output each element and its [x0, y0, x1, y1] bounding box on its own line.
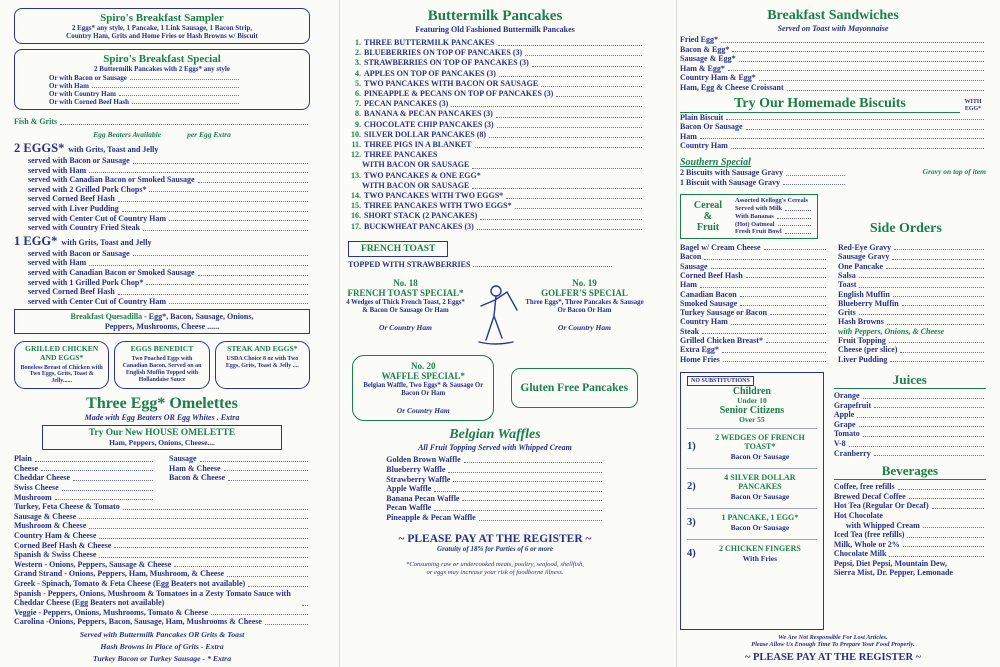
pancake-item: 9. CHOCOLATE CHIP PANCAKES (3): [346, 120, 644, 130]
french-toast-section: [344, 238, 646, 270]
side-order-item: Salsa: [838, 271, 986, 280]
side-orders-title: Side Orders: [869, 221, 942, 237]
two-eggs-item: served with Bacon or Sausage: [28, 156, 310, 166]
no18-desc: 4 Wedges of Thick French Toast, 2 Eggs* & Bacon Or Sausage Or Ham: [346, 299, 465, 315]
side-order-item: Smoked Sausage: [680, 299, 828, 308]
omelettes-subtitle: Made with Egg Beaters OR Egg Whites . Extra: [84, 413, 240, 423]
pancake-item: 10. SILVER DOLLAR PANCAKES (8): [346, 130, 644, 140]
kids-items: [687, 425, 817, 567]
biscuits-heading: [680, 96, 986, 113]
omelette-item: Western - Onions, Peppers, Sausage & Cheese: [14, 560, 310, 570]
omelette-item: Ham & Cheese: [169, 464, 310, 474]
middle-panel: [336, 8, 654, 663]
juices-title: Juices: [834, 372, 986, 389]
beverage-item: Milk, Whole or 2%: [834, 540, 986, 550]
omelette-item: Cheese: [14, 464, 155, 474]
no19-alt: Or Country Ham: [558, 323, 611, 333]
fold-line-left: [339, 0, 340, 667]
one-egg-item: served Corned Beef Hash: [28, 287, 310, 297]
pancake-item: 3. STRAWBERRIES ON TOP OF PANCAKES (3): [346, 58, 644, 68]
southern-left: [680, 157, 847, 187]
two-eggs-item: served with Liver Pudding: [28, 204, 310, 214]
southern-list: [680, 168, 847, 187]
no18-title: FRENCH TOAST SPECIAL*: [347, 288, 464, 299]
quesadilla-rest2: Peppers, Mushrooms, Cheese ......: [104, 321, 220, 331]
biscuit-item: Bacon Or Sausage: [680, 122, 986, 132]
side-order-item: Turkey Sausage or Bacon: [680, 308, 828, 317]
eggs-benedict-desc: Two Poached Eggs with Canadian Bacon, Served on an English Muffin Topped with Hollandaise Sauce: [122, 355, 202, 383]
omelette-item: Veggie - Peppers, Onions, Mushrooms, Tomato & Cheese: [14, 608, 310, 618]
omelettes-title: Three Egg* Omelettes: [86, 395, 238, 413]
sandwich-item: Bacon & Egg*: [680, 45, 986, 55]
pancake-list: [344, 38, 646, 232]
cereal-line: Served with Milk: [735, 205, 813, 213]
omelette-footer-3: Turkey Bacon or Turkey Sausage - * Extra: [92, 653, 232, 663]
two-eggs-item: served with Ham: [28, 166, 310, 176]
consumer-advisory: *Consuming raw or undercooked meats, poultry, seafood, shellfish, or eggs may increase your risk of foodborne illness.: [406, 560, 584, 576]
side-order-item: Grits: [838, 308, 986, 317]
juice-item: Grapefruit: [834, 401, 986, 411]
grilled-chicken-eggs-desc: Boneless Breast of Chicken with Two Eggs, Grits, Toast & Jelly......: [20, 364, 103, 385]
omelette-item: Cheddar Cheese: [14, 473, 155, 483]
fish-and-grits: Fish & Grits: [14, 117, 310, 127]
omelette-col-1: [14, 454, 155, 502]
omelette-footer-2: Hash Browns in Place of Grits - Extra: [100, 641, 224, 651]
sandwiches-title: Breakfast Sandwiches: [767, 8, 899, 23]
pancakes-title: Buttermilk Pancakes: [427, 8, 563, 24]
two-eggs-item: served with Canadian Bacon or Smoked Sausage: [28, 175, 310, 185]
southern-special-section: [680, 157, 986, 187]
egg-beaters-note: Egg Beaters Available per Egg Extra: [93, 130, 231, 140]
side-order-item: Fruit Topping: [838, 336, 986, 345]
no19-number: No. 19: [572, 278, 597, 289]
pancake-item: 2. BLUEBERRIES ON TOP OF PANCAKES (3): [346, 48, 644, 58]
special-option: Or with Bacon or Sausage: [49, 74, 241, 82]
register-notice: ~ PLEASE PAY AT THE REGISTER ~: [398, 532, 592, 545]
biscuit-item: Plain Biscuit: [680, 113, 986, 123]
juice-item: V-8: [834, 439, 986, 449]
biscuits-with-egg-note: WITH EGG*: [964, 98, 982, 112]
side-order-item: Home Fries: [680, 355, 828, 364]
special-option: Or with Ham: [49, 82, 241, 90]
pancake-item: 12. THREE PANCAKES: [351, 150, 438, 160]
omelette-item: Plain: [14, 454, 155, 464]
side-order-item: Corned Beef Hash: [680, 271, 828, 280]
omelette-item: Grand Strand - Onions, Peppers, Ham, Mushroom, & Cheese: [14, 569, 310, 579]
beverage-item: Pepsi, Diet Pepsi, Mountain Dew,: [833, 558, 947, 568]
one-egg-item: served with Canadian Bacon or Smoked Sausage: [28, 268, 310, 278]
omelette-item: Spanish & Swiss Cheese: [14, 550, 310, 560]
side-orders-right: [838, 243, 986, 364]
steak-and-eggs-title: STEAK AND EGGS*: [227, 344, 298, 354]
omelette-item: Bacon & Cheese: [169, 473, 310, 483]
pancake-item: 1. THREE BUTTERMILK PANCAKES: [346, 38, 644, 48]
footer-line-1: We Are Not Responsible For Lost Articles.: [778, 633, 888, 641]
omelette-item: Sausage & Cheese: [14, 512, 310, 522]
two-eggs-item: served with Country Fried Steak: [28, 223, 310, 233]
house-specials-row: [14, 341, 310, 389]
two-eggs-item: served Corned Beef Hash: [28, 194, 310, 204]
no19-title: GOLFER'S SPECIAL: [541, 288, 628, 299]
side-order-item: One Pancake: [838, 262, 986, 271]
omelette-item: Swiss Cheese: [14, 483, 155, 493]
biscuits-list: [680, 113, 986, 151]
gluten-free-box: Gluten Free Pancakes: [511, 368, 638, 408]
grilled-chicken-eggs-box: [14, 341, 109, 389]
cereal-and-side-orders-head: [680, 194, 986, 239]
golfer-illustration: [467, 278, 523, 348]
house-omelette-box: [42, 425, 282, 450]
side-order-item: Ham: [680, 280, 828, 289]
no19-desc: Three Eggs*, Three Pancakes & Sausage Or Bacon Or Ham: [525, 299, 644, 315]
omelette-item: Turkey, Feta Cheese & Tomato: [14, 502, 310, 512]
breakfast-sandwiches-section: [680, 8, 986, 93]
beverage-item: Chocolate Milk: [834, 549, 986, 559]
special-option: Or with Corned Beef Hash: [49, 98, 241, 106]
side-order-item: Hash Browns: [838, 317, 986, 326]
pancake-item: 13. TWO PANCAKES & ONE EGG*: [351, 170, 481, 180]
belgian-waffles-subtitle: All Fruit Topping Served with Whipped Cream: [418, 443, 572, 453]
omelette-item: Mushroom & Cheese: [14, 521, 310, 531]
pancake-item: 11. THREE PIGS IN A BLANKET: [346, 140, 644, 150]
cereal-lines: [735, 197, 813, 236]
eggs-benedict-box: [114, 341, 209, 389]
beverages-list: [834, 482, 986, 578]
no20-alt: Or Country Ham: [396, 406, 450, 416]
side-orders-left: [680, 243, 828, 364]
grilled-chicken-eggs-title: GRILLED CHICKEN AND EGGS*: [25, 344, 99, 362]
side-order-item: Bacon: [680, 252, 828, 261]
cereal-fruit-label: Cereal & Fruit: [693, 200, 723, 234]
special-options: [23, 74, 301, 107]
pancake-item-sub: WITH BACON OR SAUSAGE: [346, 181, 644, 191]
beverage-item: Hot Tea (Regular Or Decaf): [834, 501, 986, 511]
pancake-item: 16. SHORT STACK (2 PANCAKES): [346, 211, 644, 221]
kids-item: 4) 2 CHICKEN FINGERS With Fries: [687, 539, 817, 567]
sandwiches-subtitle: Served on Toast with Mayonnaise: [777, 24, 889, 33]
sandwich-item: Sausage & Egg*: [680, 54, 986, 64]
cereal-line: With Bananas: [735, 213, 813, 221]
waffle-item: Golden Brown Waffle: [386, 455, 603, 465]
waffle-list: [386, 455, 603, 522]
omelette-footer-1: Served with Buttermilk Pancakes OR Grits & Toast: [79, 629, 245, 639]
sampler-title: Spiro's Breakfast Sampler: [100, 12, 224, 24]
kids-item: 1) 2 WEDGES OF FRENCH TOAST* Bacon Or Sausage: [687, 428, 817, 465]
one-egg-item: served with 1 Grilled Pork Chop*: [28, 278, 310, 288]
no20-title: WAFFLE SPECIAL*: [381, 371, 465, 382]
house-omelette-title: Try Our New HOUSE OMELETTE: [88, 428, 236, 439]
juice-item: Grape: [834, 420, 986, 430]
breakfast-sampler-box: [14, 8, 310, 44]
waffle-item: Strawberry Waffle: [386, 475, 603, 485]
cereal-line: (Hot) Oatmeal: [735, 221, 813, 229]
side-order-item: with Peppers, Onions, & Cheese: [838, 326, 945, 336]
fold-line-right: [676, 0, 677, 667]
omelette-col-2: [169, 454, 310, 502]
side-order-item: Toast: [838, 280, 986, 289]
children-label: Children: [732, 385, 771, 397]
side-orders-columns: [680, 243, 986, 364]
kids-item: 3) 1 PANCAKE, 1 EGG* Bacon Or Sausage: [687, 508, 817, 536]
special-no19: [523, 278, 646, 332]
house-omelette-desc: Ham, Peppers, Onions, Cheese....: [109, 438, 215, 448]
side-order-item: Blueberry Muffin: [838, 299, 986, 308]
omelette-item: Spanish - Peppers, Onions, Mushroom & Tomatoes in a Zesty Tomato Sauce with Cheddar Cheese (Egg Beaters not available): [14, 589, 310, 608]
waffle-item: Pecan Waffle: [386, 503, 603, 513]
one-egg-item: served with Center Cut of Country Ham: [28, 297, 310, 307]
side-order-item: Cheese (per slice): [838, 345, 986, 354]
special-option: Or with Country Ham: [49, 90, 241, 98]
beverages-title: Beverages: [834, 463, 986, 480]
omelette-full-list: [14, 502, 310, 627]
beverage-item: Hot Chocolate: [833, 510, 883, 520]
special-base: 2 Buttermilk Pancakes with 2 Eggs* any style: [94, 65, 230, 74]
pancake-item-sub: WITH BACON OR SAUSAGE: [346, 160, 644, 170]
kids-item: 2) 4 SILVER DOLLAR PANCAKES Bacon Or Sausage: [687, 468, 817, 505]
beverage-item: Brewed Decaf Coffee: [834, 492, 986, 502]
side-order-item: Extra Egg*: [680, 345, 828, 354]
beverage-item: Coffee, free refills: [834, 482, 986, 492]
one-egg-item: served with Ham: [28, 258, 310, 268]
no18-alt: Or Country Ham: [379, 323, 432, 333]
omelette-item: Country Ham & Cheese: [14, 531, 310, 541]
children-seniors-box: [680, 372, 824, 630]
southern-item: 1 Biscuit with Sausage Gravy: [680, 178, 847, 188]
juice-item: Tomato: [834, 429, 986, 439]
one-egg-heading: 1 EGG* with Grits, Toast and Jelly: [14, 233, 152, 248]
biscuits-title: Try Our Homemade Biscuits: [680, 96, 960, 113]
footer-register: ~ PLEASE PAY AT THE REGISTER ~: [744, 652, 922, 663]
side-order-item: English Muffin: [838, 290, 986, 299]
specials-18-19-row: [344, 278, 646, 348]
gravy-note: Gravy on top of item: [922, 166, 986, 176]
side-order-item: Bagel w/ Cream Cheese: [680, 243, 828, 252]
right-footer: [680, 630, 986, 663]
sandwich-item: Ham, Egg & Cheese Croissant: [680, 83, 986, 93]
biscuits-section: [680, 96, 986, 151]
side-order-item: Sausage Gravy: [838, 252, 986, 261]
side-order-item: Red-Eye Gravy: [838, 243, 986, 252]
side-order-item: Liver Pudding: [838, 355, 986, 364]
eggs-benedict-title: EGGS BENEDICT: [130, 344, 194, 354]
side-order-item: Sausage: [680, 262, 828, 271]
pancake-item: 14. TWO PANCAKES WITH TWO EGGS*: [346, 191, 644, 201]
southern-item: 2 Biscuits with Sausage Gravy: [680, 168, 847, 178]
sandwich-item: Fried Egg*: [680, 35, 986, 45]
sampler-desc-2: Country Ham, Grits and Home Fries or Hash Browns w/ Biscuit: [66, 32, 258, 41]
sandwiches-list: [680, 35, 986, 93]
special-no18: [344, 278, 467, 332]
right-panel: [680, 8, 986, 663]
over-55-label: Over 55: [739, 415, 765, 425]
two-eggs-heading: 2 EGGS* with Grits, Toast and Jelly: [14, 141, 159, 156]
french-toast-item: TOPPED WITH STRAWBERRIES: [348, 260, 614, 270]
pancake-item: 7. PECAN PANCAKES (3): [346, 99, 644, 109]
juice-item: Cranberry: [834, 449, 986, 459]
juice-item: Orange: [834, 391, 986, 401]
breakfast-special-box: [14, 49, 310, 110]
biscuit-item: Country Ham: [680, 141, 986, 151]
pancake-item: 6. PINEAPPLE & PECANS ON TOP OF PANCAKES (3): [346, 89, 644, 99]
belgian-waffles-title: Belgian Waffles: [449, 427, 541, 443]
one-egg-list: [14, 249, 310, 307]
side-order-item: Grilled Chicken Breast*: [680, 336, 828, 345]
footer-line-2: Please Allow Us Enough Time To Prepare Your Food Properly.: [751, 641, 915, 649]
seniors-label: Senior Citizens: [719, 405, 785, 417]
no20-number: No. 20: [411, 361, 436, 372]
beverage-item: Sierra Mist, Dr. Pepper, Lemonade: [833, 568, 953, 578]
no18-number: No. 18: [393, 278, 418, 289]
beverage-item: with Whipped Cream: [834, 521, 986, 531]
two-eggs-list: [14, 156, 310, 233]
kids-and-drinks-row: [680, 372, 986, 630]
two-eggs-item: served with 2 Grilled Pork Chops*: [28, 185, 310, 195]
two-eggs-item: served with Center Cut of Country Ham: [28, 214, 310, 224]
special-title: Spiro's Breakfast Special: [103, 53, 221, 66]
quesadilla-rest1: - Egg*, Bacon, Sausage, Onions,: [142, 312, 254, 322]
pancake-item: 17. BUCKWHEAT PANCAKES (3): [346, 222, 644, 232]
side-order-item: Steak: [680, 327, 828, 336]
juices-beverages-stack: [834, 372, 986, 630]
omelette-two-columns: [14, 454, 310, 502]
one-egg-item: served with Bacon or Sausage: [28, 249, 310, 259]
quesadilla-box: [14, 309, 310, 334]
specials-20-row: [344, 355, 646, 421]
pancake-item: 5. TWO PANCAKES WITH BACON OR SAUSAGE: [346, 79, 644, 89]
side-order-item: Canadian Bacon: [680, 290, 828, 299]
no-substitutions-badge: NO SUBSTITUTIONS: [687, 376, 754, 386]
waffle-special-box: [352, 355, 494, 421]
juices-list: [834, 391, 986, 458]
waffle-item: Apple Waffle: [386, 484, 603, 494]
sandwich-item: Country Ham & Egg*: [680, 73, 986, 83]
steak-and-eggs-desc: USDA Choice 8 oz with Two Eggs, Grits, Toast & Jelly ....: [225, 355, 299, 369]
pancake-item: 8. BANANA & PECAN PANCAKES (3): [346, 109, 644, 119]
steak-and-eggs-box: [215, 341, 310, 389]
left-panel: [14, 8, 310, 663]
side-order-item: Country Ham: [680, 317, 828, 326]
biscuit-item: Ham: [680, 132, 986, 142]
quesadilla-name: Breakfast Quesadilla: [70, 312, 143, 322]
omelette-item: Corned Beef Hash & Cheese: [14, 541, 310, 551]
no20-desc: Belgian Waffle, Two Eggs* & Sausage Or Bacon Or Ham: [363, 382, 484, 398]
beverage-item: Iced Tea (free refills): [834, 530, 986, 540]
waffle-item: Blueberry Waffle: [386, 465, 603, 475]
cereal-line: Fresh Fruit Bowl: [735, 228, 813, 236]
sampler-desc-1: 2 Eggs* any style, 1 Pancake, 1 Link Sausage, 1 Bacon Strip,: [71, 24, 253, 32]
french-toast-label: FRENCH TOAST: [348, 241, 448, 257]
side-orders-heading-wrap: [826, 194, 986, 239]
pancake-item: 4. APPLES ON TOP OF PANCAKES (3): [346, 69, 644, 79]
omelette-item: Sausage: [169, 454, 310, 464]
juice-item: Apple: [834, 410, 986, 420]
omelette-item: Carolina -Onions, Peppers, Bacon, Sausage, Ham, Mushrooms & Cheese: [14, 617, 310, 627]
pancakes-subtitle: Featuring Old Fashioned Buttermilk Pancakes: [415, 25, 575, 34]
cereal-fruit-box: [680, 194, 818, 239]
under-10-label: Under 10: [737, 395, 767, 405]
sandwich-item: Ham & Egg*: [680, 64, 986, 74]
cereal-line: Assorted Kellogg's Cereals: [734, 197, 808, 205]
omelette-item: Greek - Spinach, Tomato & Feta Cheese (Egg Beaters not available): [14, 579, 310, 589]
southern-title: Southern Special: [680, 156, 751, 168]
pancake-item: 15. THREE PANCAKES WITH TWO EGGS*: [346, 201, 644, 211]
waffle-item: Pineapple & Pecan Waffle: [386, 513, 603, 523]
gratuity-note: Gratuity of 18% for Parties of 6 or more: [437, 544, 553, 553]
waffle-item: Banana Pecan Waffle: [386, 494, 603, 504]
omelette-item: Mushroom: [14, 493, 155, 503]
